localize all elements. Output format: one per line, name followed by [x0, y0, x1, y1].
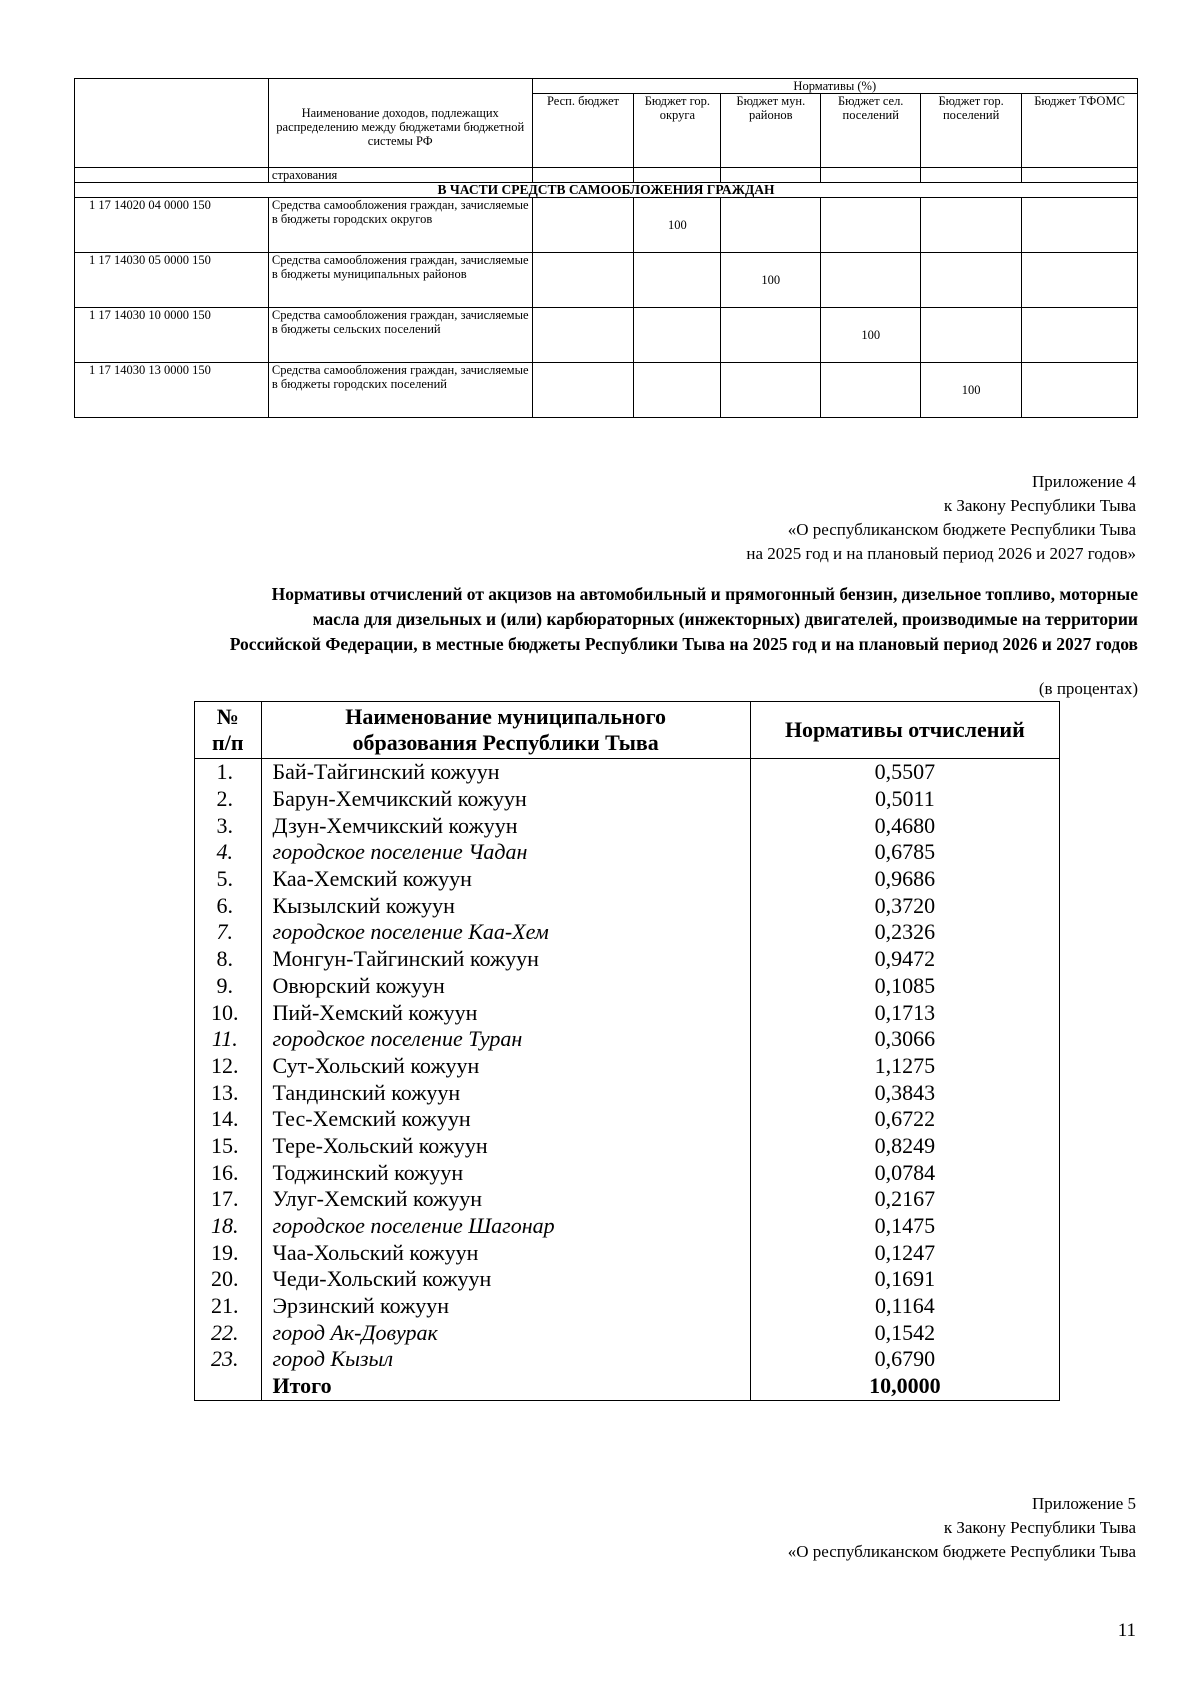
row-number: 17.: [195, 1186, 262, 1213]
column-header: Респ. бюджет: [532, 94, 634, 168]
municipality-name: Пий-Хемский кожуун: [261, 999, 750, 1026]
norm-value: 0,1691: [750, 1266, 1059, 1293]
unit-note: (в процентах): [1038, 679, 1138, 698]
municipality-name: Тандинский кожуун: [261, 1079, 750, 1106]
norm-value: 0,3720: [750, 892, 1059, 919]
norm-value: [721, 198, 821, 253]
norm-value: [921, 308, 1022, 363]
table-row: [195, 919, 1060, 946]
table-row: [195, 812, 1060, 839]
total-num-cell: [195, 1373, 262, 1400]
norm-value: 0,1164: [750, 1293, 1059, 1320]
row-number: 8.: [195, 946, 262, 973]
table-row: [195, 1266, 1060, 1293]
municipality-name: городское поселение Чадан: [261, 839, 750, 866]
norm-value: 0,1085: [750, 973, 1059, 1000]
norm-value: 0,3066: [750, 1026, 1059, 1053]
norm-value: 0,6790: [750, 1346, 1059, 1373]
norm-value: 0,3843: [750, 1079, 1059, 1106]
norm-value: [634, 308, 721, 363]
municipality-name: Овюрский кожуун: [261, 973, 750, 1000]
norm-value: 0,1247: [750, 1239, 1059, 1266]
row-number: 23.: [195, 1346, 262, 1373]
total-value: 10,0000: [750, 1373, 1059, 1400]
table-row: [195, 946, 1060, 973]
appendix4-line: Приложение 4: [1032, 472, 1136, 491]
municipality-name: городское поселение Шагонар: [261, 1213, 750, 1240]
table-row: [195, 1319, 1060, 1346]
income-distribution-table: [74, 78, 1138, 418]
municipality-name: Каа-Хемский кожуун: [261, 866, 750, 893]
municipality-name: Эрзинский кожуун: [261, 1293, 750, 1320]
norm-value: 0,1475: [750, 1213, 1059, 1240]
table-header-row: [195, 702, 1060, 759]
excise-norms-table: [194, 701, 1060, 1401]
table-row: [195, 1186, 1060, 1213]
row-number: 12.: [195, 1053, 262, 1080]
income-code: 1 17 14020 04 0000 150: [75, 198, 269, 253]
norm-value: [821, 253, 921, 308]
column-header: Бюджет сел. поселений: [821, 94, 921, 168]
table-row: [195, 1346, 1060, 1373]
norms-header: Нормативы (%): [532, 79, 1137, 94]
name-header: [261, 702, 750, 759]
municipality-name: город Ак-Довурак: [261, 1319, 750, 1346]
row-number: 11.: [195, 1026, 262, 1053]
income-name: Средства самообложения граждан, зачисляемые в бюджеты муниципальных районов: [268, 253, 532, 308]
table-row: [195, 1079, 1060, 1106]
norm-value: 0,6785: [750, 839, 1059, 866]
norm-value: [532, 308, 634, 363]
municipality-name: Тоджинский кожуун: [261, 1159, 750, 1186]
norm-value: 0,0784: [750, 1159, 1059, 1186]
table-row: [195, 1239, 1060, 1266]
table-row: [195, 759, 1060, 786]
municipality-name: Барун-Хемчикский кожуун: [261, 786, 750, 813]
norm-value: 100: [634, 198, 721, 253]
table-row: [195, 866, 1060, 893]
norm-value: 0,2326: [750, 919, 1059, 946]
municipality-name: Кызылский кожуун: [261, 892, 750, 919]
title-line: Российской Федерации, в местные бюджеты Республики Тыва на 2025 год и на плановый период 2026 и 2027 годов: [229, 634, 1138, 654]
appendix5-line: «О республиканском бюджете Республики Тыва: [787, 1542, 1136, 1561]
appendix4-header: [746, 470, 1136, 566]
income-code: 1 17 14030 10 0000 150: [75, 308, 269, 363]
row-number: 19.: [195, 1239, 262, 1266]
norm-value: [921, 198, 1022, 253]
norm-value: 0,1713: [750, 999, 1059, 1026]
norm-value: 0,1542: [750, 1319, 1059, 1346]
total-label: Итого: [261, 1373, 750, 1400]
appendix4-line: «О республиканском бюджете Республики Тыва: [787, 520, 1136, 539]
column-header: Бюджет мун. районов: [721, 94, 821, 168]
column-header: Бюджет ТФОМС: [1022, 94, 1138, 168]
row-number: 2.: [195, 786, 262, 813]
municipality-name: Дзун-Хемчикский кожуун: [261, 812, 750, 839]
column-header: Бюджет гор. округа: [634, 94, 721, 168]
norm-value: [532, 198, 634, 253]
row-number: 5.: [195, 866, 262, 893]
table-row: [195, 1293, 1060, 1320]
norm-value: [634, 253, 721, 308]
income-name: Средства самообложения граждан, зачисляемые в бюджеты городских округов: [268, 198, 532, 253]
municipality-name: Бай-Тайгинский кожуун: [261, 759, 750, 786]
table-row: [195, 892, 1060, 919]
table-row: [195, 1213, 1060, 1240]
title-line: масла для дизельных и (или) карбюраторных (инжекторных) двигателей, производимые на территории: [312, 609, 1138, 629]
norm-value: 0,9472: [750, 946, 1059, 973]
norm-value: [821, 363, 921, 418]
income-name: Средства самообложения граждан, зачисляемые в бюджеты городских поселений: [268, 363, 532, 418]
row-number: 20.: [195, 1266, 262, 1293]
num-header-line: №: [216, 704, 239, 729]
appendix5-line: к Закону Республики Тыва: [943, 1518, 1136, 1537]
norm-value: [1022, 198, 1138, 253]
carry-over-text: страхования: [268, 168, 532, 183]
income-code: 1 17 14030 13 0000 150: [75, 363, 269, 418]
norm-value: 0,5011: [750, 786, 1059, 813]
table-row: [75, 198, 1138, 253]
norm-value: 1,1275: [750, 1053, 1059, 1080]
row-number: 15.: [195, 1133, 262, 1160]
value-header: Нормативы отчислений: [750, 702, 1059, 759]
norm-value: 100: [921, 363, 1022, 418]
table-row: [195, 973, 1060, 1000]
column-header: Бюджет гор. поселений: [921, 94, 1022, 168]
page-number: 11: [1117, 1620, 1136, 1641]
norm-value: [721, 363, 821, 418]
norm-value: [634, 363, 721, 418]
appendix4-line: на 2025 год и на плановый период 2026 и 2027 годов»: [746, 544, 1136, 563]
norm-value: 0,5507: [750, 759, 1059, 786]
table-row: [75, 308, 1138, 363]
municipality-name: городское поселение Туран: [261, 1026, 750, 1053]
num-header: [195, 702, 262, 759]
norm-value: 0,9686: [750, 866, 1059, 893]
row-number: 13.: [195, 1079, 262, 1106]
income-name: Средства самообложения граждан, зачисляемые в бюджеты сельских поселений: [268, 308, 532, 363]
table-row: [195, 839, 1060, 866]
code-header-cell: [75, 79, 269, 168]
norm-value: [1022, 363, 1138, 418]
row-number: 22.: [195, 1319, 262, 1346]
name-header-line: образования Республики Тыва: [352, 730, 659, 755]
table-row: [195, 1133, 1060, 1160]
appendix4-line: к Закону Республики Тыва: [943, 496, 1136, 515]
income-name-header: Наименование доходов, подлежащих распределению между бюджетами бюджетной системы РФ: [268, 79, 532, 168]
norm-value: 0,4680: [750, 812, 1059, 839]
municipality-name: Чаа-Хольский кожуун: [261, 1239, 750, 1266]
municipality-name: Тес-Хемский кожуун: [261, 1106, 750, 1133]
row-number: 3.: [195, 812, 262, 839]
municipality-name: город Кызыл: [261, 1346, 750, 1373]
norm-value: [532, 253, 634, 308]
municipality-name: Сут-Хольский кожуун: [261, 1053, 750, 1080]
table-row: [195, 999, 1060, 1026]
row-number: 21.: [195, 1293, 262, 1320]
appendix5-line: Приложение 5: [1032, 1494, 1136, 1513]
document-title: [74, 582, 1138, 657]
norm-value: [921, 253, 1022, 308]
norm-value: [821, 198, 921, 253]
norm-value: 0,2167: [750, 1186, 1059, 1213]
row-number: 14.: [195, 1106, 262, 1133]
table-row: [75, 253, 1138, 308]
municipality-name: Монгун-Тайгинский кожуун: [261, 946, 750, 973]
row-number: 10.: [195, 999, 262, 1026]
table-row: [195, 786, 1060, 813]
num-header-line: п/п: [212, 730, 244, 755]
municipality-name: городское поселение Каа-Хем: [261, 919, 750, 946]
table-row: [195, 1106, 1060, 1133]
municipality-name: Тере-Хольский кожуун: [261, 1133, 750, 1160]
table-row: [195, 1053, 1060, 1080]
row-number: 4.: [195, 839, 262, 866]
municipality-name: Чеди-Хольский кожуун: [261, 1266, 750, 1293]
norm-value: 0,6722: [750, 1106, 1059, 1133]
section-title: В ЧАСТИ СРЕДСТВ САМООБЛОЖЕНИЯ ГРАЖДАН: [75, 183, 1138, 198]
table-row: [75, 363, 1138, 418]
carry-over-row: [75, 168, 1138, 183]
norm-value: 0,8249: [750, 1133, 1059, 1160]
table-row: [195, 1159, 1060, 1186]
row-number: 7.: [195, 919, 262, 946]
row-number: 6.: [195, 892, 262, 919]
norm-value: [532, 363, 634, 418]
table-row: [195, 1026, 1060, 1053]
norm-value: 100: [821, 308, 921, 363]
row-number: 9.: [195, 973, 262, 1000]
income-code: 1 17 14030 05 0000 150: [75, 253, 269, 308]
row-number: 1.: [195, 759, 262, 786]
name-header-line: Наименование муниципального: [345, 704, 667, 729]
appendix5-header: [788, 1492, 1136, 1564]
row-number: 18.: [195, 1213, 262, 1240]
total-row: [195, 1373, 1060, 1400]
municipality-name: Улуг-Хемский кожуун: [261, 1186, 750, 1213]
norm-value: [721, 308, 821, 363]
title-line: Нормативы отчислений от акцизов на автомобильный и прямогонный бензин, дизельное топливо, моторные: [271, 584, 1138, 604]
norm-value: [1022, 253, 1138, 308]
row-number: 16.: [195, 1159, 262, 1186]
norm-value: 100: [721, 253, 821, 308]
norm-value: [1022, 308, 1138, 363]
